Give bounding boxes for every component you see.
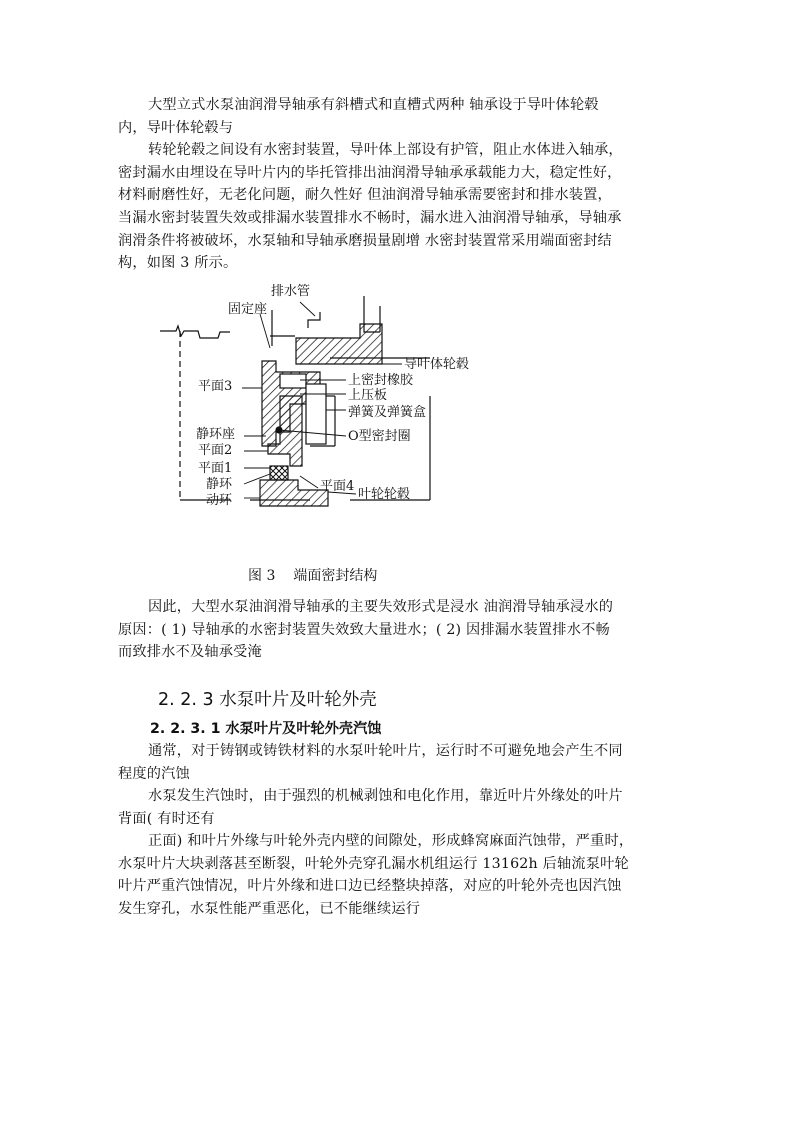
label-plane4: 平面4 (320, 479, 355, 494)
figure-caption (248, 565, 395, 585)
figure-title: 端面密封结构 (293, 568, 378, 584)
paragraph-bearing-intro (118, 94, 678, 275)
text-line: 大型立式水泵油润滑导轴承有斜槽式和直槽式两种 轴承设于导叶体轮毂 (148, 97, 599, 113)
label-static-ring: 静环 (206, 477, 233, 492)
moving-ring-part (260, 480, 328, 506)
end-face-seal-diagram (150, 276, 470, 526)
text-line: 正面) 和叶片外缘与叶轮外壳内壁的间隙处，形成蜂窝麻面汽蚀带，严重时， (148, 833, 634, 849)
guide-vane-hub-part (296, 324, 382, 364)
label-spring-and-box: 弹簧及弹簧盒 (348, 405, 427, 420)
figure-number: 图 3 (248, 568, 276, 584)
text-line: 水泵发生汽蚀时，由于强烈的机械剥蚀和电化作用，靠近叶片外缘处的叶片 (148, 788, 623, 804)
text-line: 因此，大型水泵油润滑导轴承的主要失效形式是浸水 油润滑导轴承浸水的 (148, 599, 614, 615)
text-line: 背面( 有时还有 (118, 810, 215, 827)
label-moving-ring: 动环 (206, 493, 233, 508)
text-line: 润滑条件将被破坏，水泵轴和导轴承磨损量剧增 水密封装置常采用端面密封结 (118, 232, 612, 249)
text-line: 程度的汽蚀 (118, 765, 190, 782)
label-plane3: 平面3 (198, 379, 233, 394)
text-line: 叶片严重汽蚀情况，叶片外缘和进口边已经整块掉落，对应的叶轮外壳也因汽蚀 (118, 878, 622, 895)
spring-box-part (306, 384, 326, 444)
text-line: 当漏水密封装置失效或排漏水装置排水不畅时，漏水进入油润滑导轴承，导轴承 (118, 209, 622, 226)
label-upper-seal-rubber: 上密封橡胶 (348, 373, 414, 388)
text-line: 水泵叶片大块剥落甚至断裂，叶轮外壳穿孔漏水机组运行 13162h 后轴流泵叶轮 (118, 855, 629, 872)
paragraph-cavitation-mechanism (118, 785, 678, 830)
label-upper-pressure-plate: 上压板 (348, 388, 388, 403)
section-heading: 2. 2. 3 水泵叶片及叶轮外壳 (158, 690, 377, 710)
label-static-ring-seat: 静环座 (196, 427, 236, 442)
label-plane2: 平面2 (198, 443, 233, 458)
label-guide-vane-hub: 导叶体轮毂 (404, 357, 470, 372)
upper-rubber-part (280, 374, 306, 388)
paragraph-cavitation-intro (118, 740, 678, 785)
label-o-ring: O型密封圈 (348, 429, 411, 444)
text-line: 原因：( 1) 导轴承的水密封装置失效致大量进水；( 2) 因排漏水装置排水不畅 (118, 621, 610, 638)
text-line: 密封漏水由埋设在导叶片内的毕托管排出油润滑导轴承承载能力大，稳定性好， (118, 164, 622, 181)
text-line: 而致排水不及轴承受淹 (118, 644, 262, 661)
paragraph-failure-causes (118, 596, 678, 664)
label-drain-pipe: 排水管 (271, 284, 311, 299)
label-plane1: 平面1 (198, 461, 233, 476)
text-line: 材料耐磨性好，无老化问题，耐久性好 但油润滑导轴承需要密封和排水装置， (118, 187, 612, 204)
subsection-heading: 2. 2. 3. 1 水泵叶片及叶轮外壳汽蚀 (150, 721, 382, 737)
paragraph-cavitation-damage (118, 830, 678, 920)
text-line: 发生穿孔，水泵性能严重恶化，已不能继续运行 (118, 900, 421, 917)
text-line: 转轮轮毂之间设有水密封装置，导叶体上部设有护管，阻止水体进入轴承， (148, 142, 623, 159)
static-ring-part (270, 466, 288, 480)
text-line: 内，导叶体轮毂与 (118, 119, 234, 136)
text-line: 通常，对于铸钢或铸铁材料的水泵叶轮叶片，运行时不可避免地会产生不同 (148, 743, 623, 759)
text-line: 构，如图 3 所示。 (118, 255, 238, 272)
label-fixed-seat: 固定座 (228, 302, 268, 317)
label-impeller-hub: 叶轮轮毂 (358, 487, 411, 502)
